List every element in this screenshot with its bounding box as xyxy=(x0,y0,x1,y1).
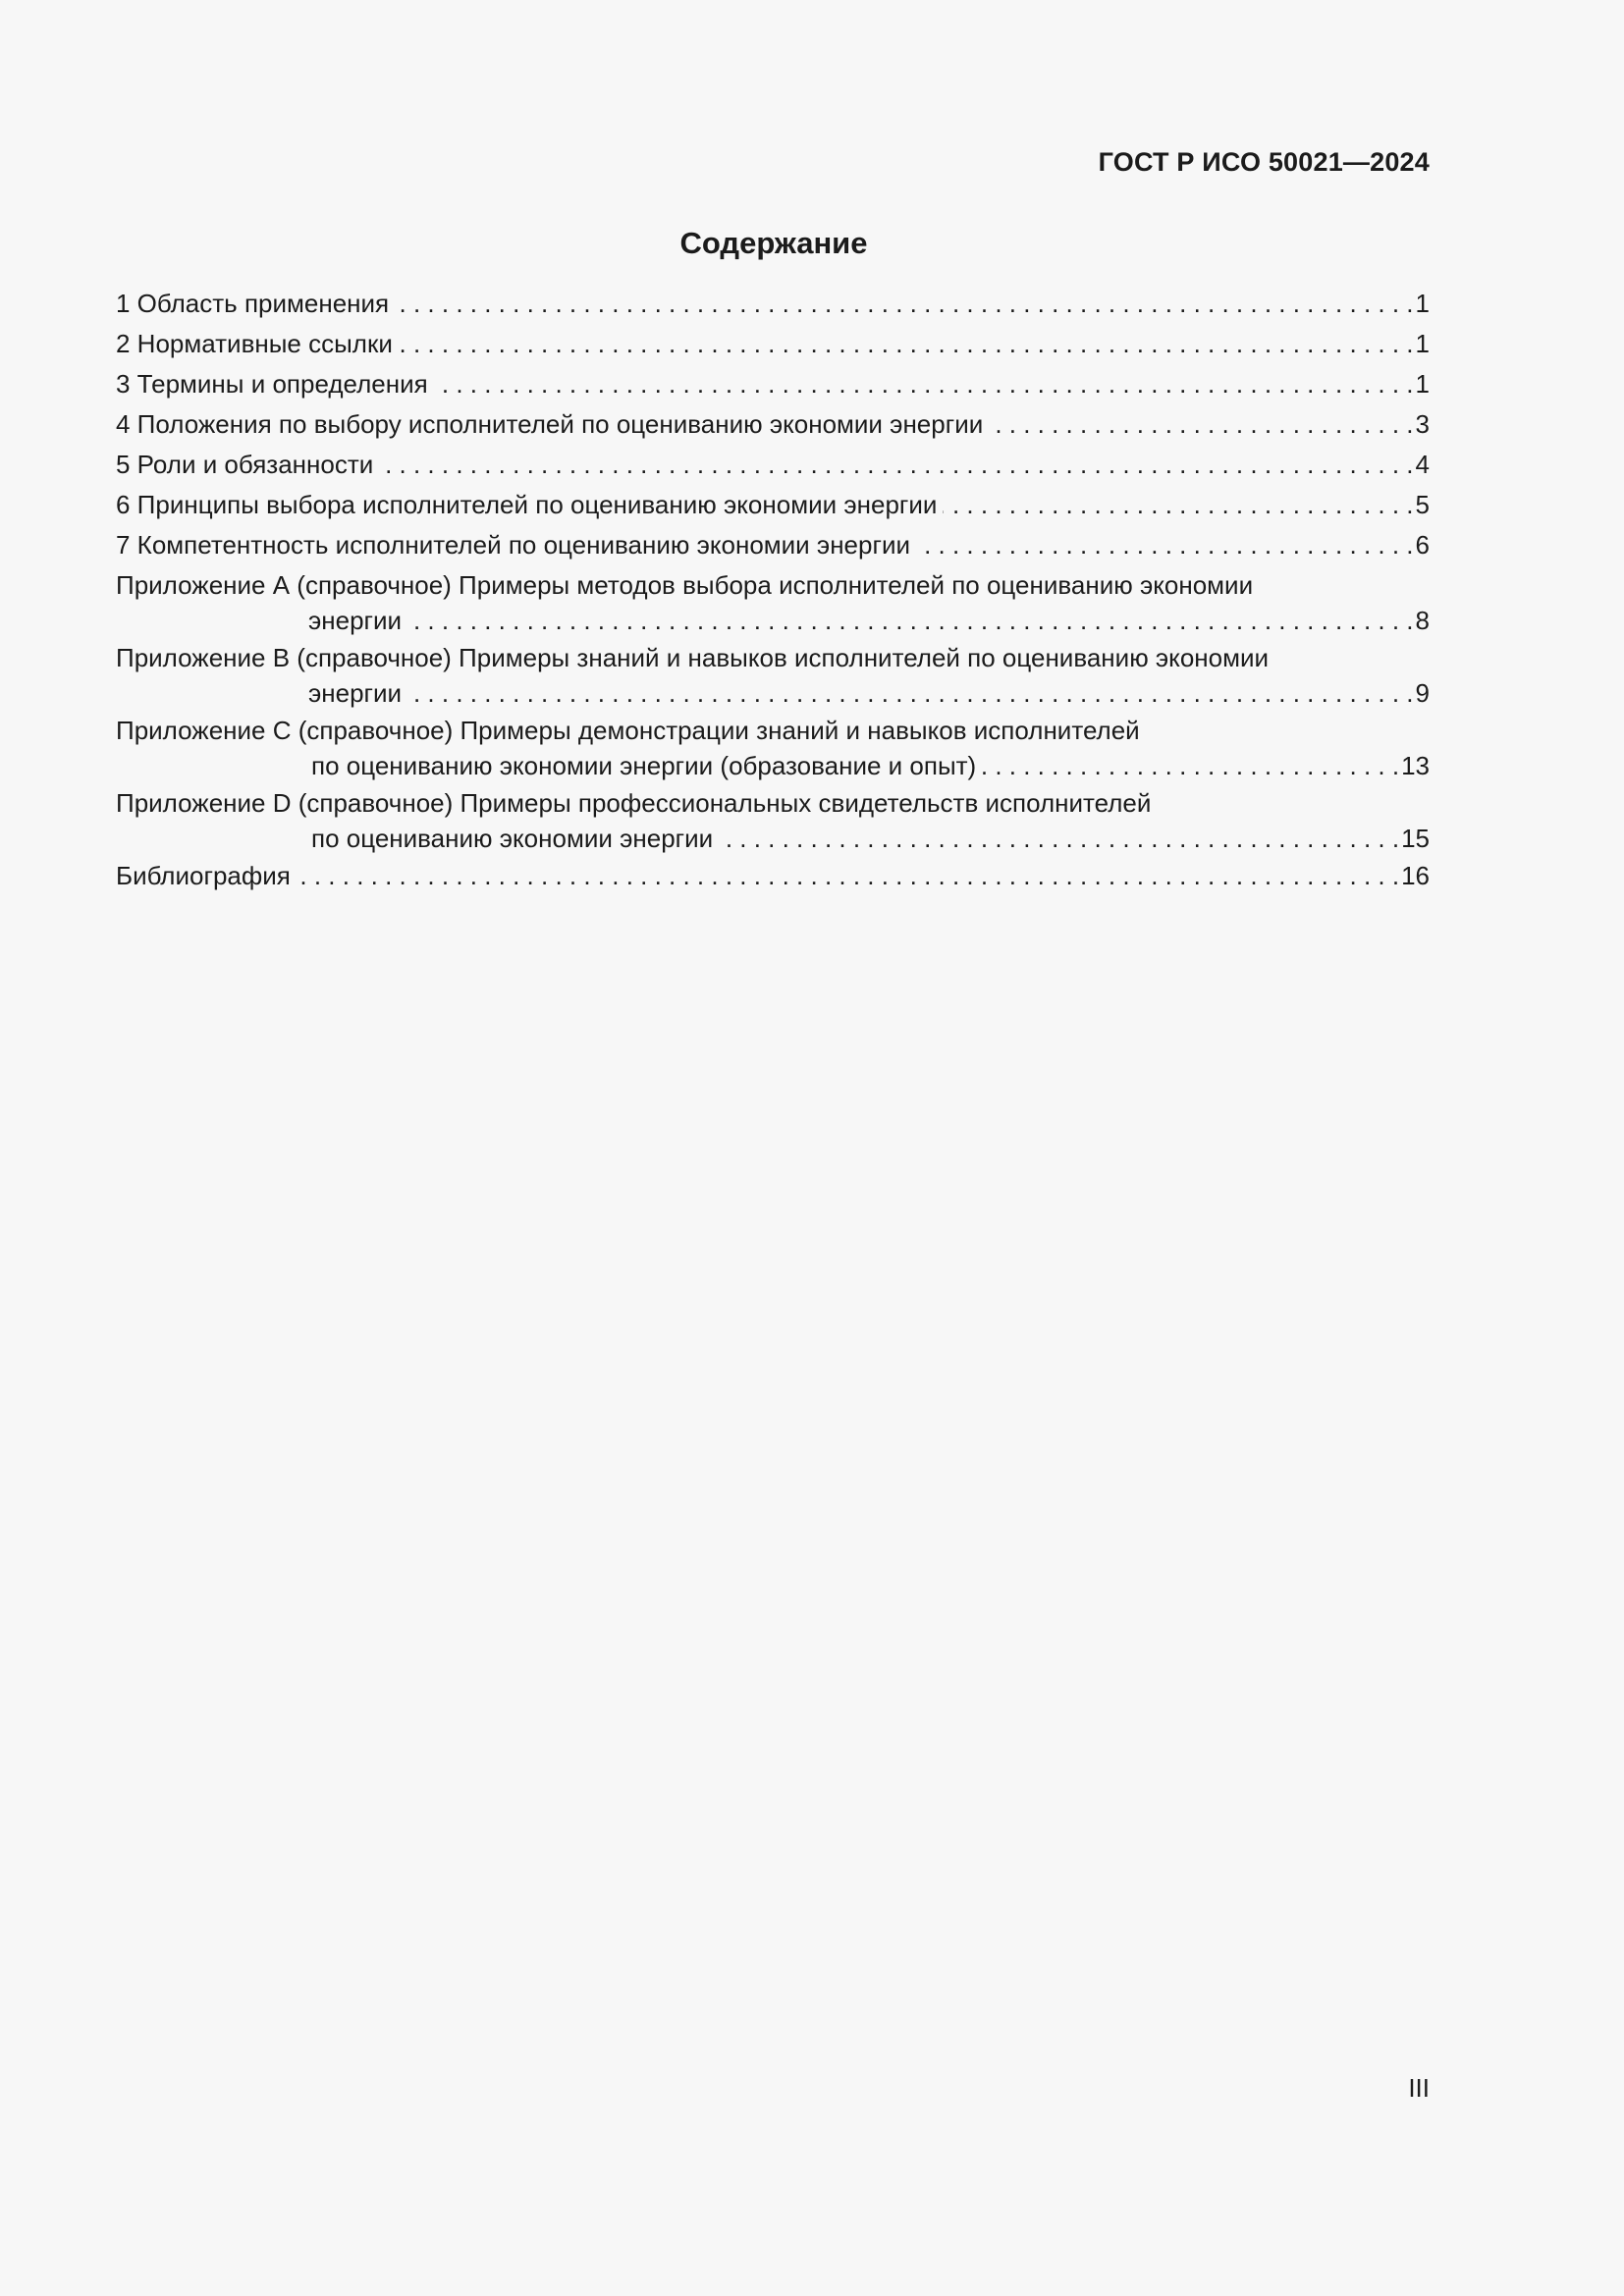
dot-leader xyxy=(719,821,1399,857)
dot-leader xyxy=(399,326,1414,362)
toc-entry-3[interactable] xyxy=(116,366,1430,406)
dot-leader xyxy=(943,487,1413,523)
toc-entry-4[interactable] xyxy=(116,406,1430,447)
toc-entry-label: Приложение А (справочное) Примеры методов выбора исполнителей по оцениванию экономии xyxy=(116,570,1254,600)
toc-entry-page: 3 xyxy=(1415,409,1430,439)
toc-entry-2[interactable] xyxy=(116,326,1430,366)
page-number: III xyxy=(1408,2073,1430,2103)
toc-entry-label: Библиография xyxy=(116,861,291,890)
toc-entry-label: Приложение В (справочное) Примеры знаний и навыков исполнителей по оцениванию экономии xyxy=(116,643,1270,672)
toc-title: Содержание xyxy=(679,226,868,260)
toc-entry-label: 4 Положения по выбору исполнителей по оцениванию экономии энергии xyxy=(116,409,984,439)
toc-entry-page: 4 xyxy=(1415,450,1430,479)
toc-entry-label-continued: энергии xyxy=(308,678,403,708)
toc-entry-appendix-c[interactable] xyxy=(116,713,1430,783)
toc-entry-page: 13 xyxy=(1401,751,1430,780)
toc-entry-page: 8 xyxy=(1415,606,1430,635)
dot-leader xyxy=(916,527,1414,563)
toc-entry-page: 9 xyxy=(1415,678,1430,708)
dot-leader xyxy=(982,748,1399,784)
dot-leader xyxy=(395,286,1413,322)
dot-leader xyxy=(989,406,1413,443)
toc-entry-page: 1 xyxy=(1415,369,1430,399)
toc-entry-label-continued: энергии xyxy=(308,606,403,635)
toc-entry-label: 3 Термины и определения xyxy=(116,369,428,399)
dot-leader xyxy=(407,603,1413,639)
dot-leader xyxy=(407,675,1413,712)
toc-entry-label: Приложение D (справочное) Примеры профессиональных свидетельств исполнителей xyxy=(116,788,1152,818)
dot-leader xyxy=(434,366,1414,402)
toc-entry-appendix-a[interactable] xyxy=(116,567,1430,638)
toc-entry-page: 5 xyxy=(1415,490,1430,519)
document-code-header: ГОСТ Р ИСО 50021—2024 xyxy=(1098,147,1430,177)
toc-entry-page: 1 xyxy=(1415,289,1430,318)
toc-entry-6[interactable] xyxy=(116,487,1430,527)
toc-entry-label: 6 Принципы выбора исполнителей по оцениванию экономии энергии xyxy=(116,490,938,519)
toc-entry-label: 2 Нормативные ссылки xyxy=(116,329,393,358)
dot-leader xyxy=(379,447,1413,483)
toc-entry-page: 1 xyxy=(1415,329,1430,358)
toc-entry-appendix-b[interactable] xyxy=(116,640,1430,711)
toc-entry-1[interactable] xyxy=(116,286,1430,326)
toc-entry-label: 1 Область применения xyxy=(116,289,390,318)
toc-entry-label: 7 Компетентность исполнителей по оцениванию экономии энергии xyxy=(116,530,910,560)
toc-entry-page: 15 xyxy=(1401,824,1430,853)
toc-entry-label-continued: по оцениванию экономии энергии (образование и опыт) xyxy=(311,751,977,780)
toc-entry-bibliography[interactable] xyxy=(116,858,1430,898)
toc-entry-page: 6 xyxy=(1415,530,1430,560)
toc-entry-page: 16 xyxy=(1401,861,1430,890)
toc-entry-label: Приложение С (справочное) Примеры демонстрации знаний и навыков исполнителей xyxy=(116,716,1140,745)
toc-entry-7[interactable] xyxy=(116,527,1430,567)
dot-leader xyxy=(297,858,1399,894)
toc-entry-label-continued: по оцениванию экономии энергии xyxy=(311,824,714,853)
toc-entry-label: 5 Роли и обязанности xyxy=(116,450,374,479)
toc-entry-5[interactable] xyxy=(116,447,1430,487)
table-of-contents xyxy=(116,286,1430,898)
toc-entry-appendix-d[interactable] xyxy=(116,785,1430,856)
